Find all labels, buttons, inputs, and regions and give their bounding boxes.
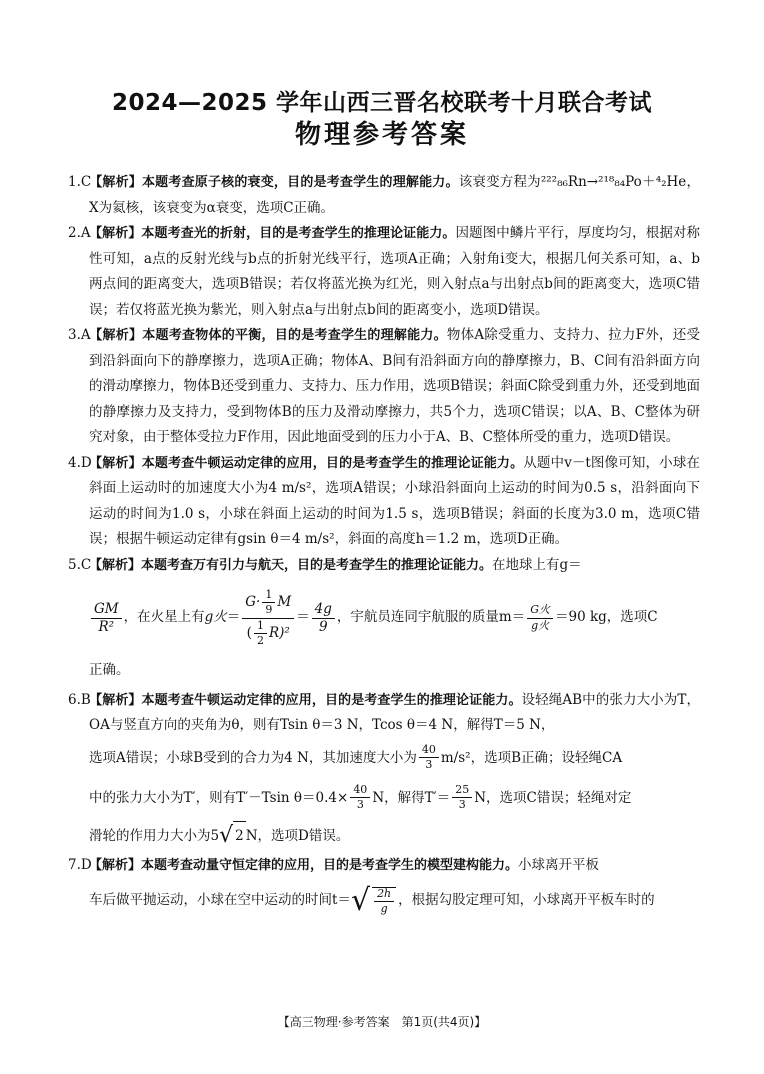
fraction: $\frac{40}{3}$ [419, 744, 439, 771]
formula-line: $\frac{GM}{\text{R²}}$ ，在火星上有 g火 ＝ G· $\frac{1}{9}$ M ( $\frac{1}{2}$ R)² ＝ $\frac{4g}{9}$ ，宇航员连同宇航服的质量m＝ $\frac{\text{G火}}{\text{g火}}$ ＝90 kg，选项C [89, 578, 700, 658]
answer-number: 2.A [68, 225, 91, 241]
answer-number: 4.D [68, 454, 92, 471]
answer-item [68, 170, 700, 221]
analysis-heading: 【解析】本题考查光的折射，目的是考查学生的推理论证能力。 [89, 226, 456, 241]
answer-number: 1.C [68, 174, 92, 190]
answer-text: 从题中v－t图像可知，小球在斜面上运动时的加速度大小为4 m/s²，选项A错误；小球沿斜面向上运动的时间为0.5 s，沿斜面向下运动的时间为1.0 s，小球在斜面上运动的时间为1.5 s，选项B错误；斜面的长度为3.0 m，选项C错误；根据牛顿运动定律有gsin θ＝4 m/s²，斜面的高度h＝1.2 m，选项D正确。 [89, 454, 700, 547]
answer-list [68, 170, 700, 924]
answer-item [68, 553, 700, 684]
exam-title: 2024—2025 学年山西三晋名校联考十月联合考试 [111, 90, 653, 116]
analysis-heading: 【解析】本题考查万有引力与航天，目的是考查学生的推理论证能力。 [89, 557, 493, 573]
answer-text: 该衰变方程为²²²₈₆Rn→²¹⁸₈₄Po＋⁴₂He，X为氦核，该衰变为α衰变，选项C正确。 [89, 174, 700, 216]
answer-number: 5.C [68, 556, 92, 573]
square-root: √ 2 [219, 821, 246, 850]
analysis-heading: 【解析】本题考查物体的平衡，目的是考查学生的理解能力。 [89, 328, 447, 343]
fraction: G· $\frac{1}{9}$ M ( $\frac{1}{2}$ R)² [242, 589, 294, 646]
answer-text: 在地球上有g＝ [492, 556, 582, 573]
fraction: $\frac{\text{G火}}{\text{g火}}$ [527, 604, 553, 631]
answer-text: 设轻绳AB中的张力大小为T，OA与竖直方向的夹角为θ，则有Tsin θ＝3 N，Tcos θ＝4 N，解得T＝5 N， [89, 691, 700, 733]
answer-number: 3.A [68, 327, 91, 343]
answer-text: 因题图中鳞片平行，厚度均匀，根据对称性可知，a点的反射光线与b点的折射光线平行，选项A正确；入射角i变大，根据几何关系可知，a、b两点间的距离变大，选项B错误；若仅将蓝光换为红光，则入射点a与出射点b间的距离变大，选项C错误；若仅将蓝光换为紫光，则入射点a与出射点b间的距离变小，选项D错误。 [89, 225, 700, 318]
analysis-heading: 【解析】本题考查牛顿运动定律的应用，目的是考查学生的推理论证能力。 [89, 455, 524, 471]
answer-text: 小球离开平板 [518, 856, 600, 873]
square-root: √ $\frac{2h}{g}$ [351, 886, 398, 916]
answer-item [68, 451, 700, 553]
answer-number: 6.B [68, 691, 91, 708]
answer-item: 7.D【解析】本题考查动量守恒定律的应用，目的是考查学生的模型建构能力。小球离开平板 车后做平抛运动，小球在空中运动的时间t＝ √ $\frac{2h}{g}$ ，根据勾股定理可知，小球离开平板车时的 [68, 853, 700, 925]
answer-text: 正确。 [89, 662, 130, 678]
answer-item [68, 323, 700, 451]
answer-number: 7.D [68, 856, 92, 873]
answer-item: 6.B【解析】本题考查牛顿运动定律的应用，目的是考查学生的推理论证能力。设轻绳AB中的张力大小为T，OA与竖直方向的夹角为θ，则有Tsin θ＝3 N，Tcos θ＝4 N，解得T＝5 N， 选项A错误；小球B受到的合力为4 N，其加速度大小为 $\frac{40}{3}$ m/s²，选项B正确；设轻绳CA 中的张力大小为T′，则有T′－Tsin θ＝0.4× $\frac{40}{3}$ N，解得T′＝ $\frac{25}{3}$ N，选项C错误；轻绳对定 滑轮的作用力大小为5 √ 2 N，选项D错误。 [68, 688, 700, 853]
analysis-heading: 【解析】本题考查原子核的衰变，目的是考查学生的理解能力。 [89, 175, 459, 190]
analysis-heading: 【解析】本题考查牛顿运动定律的应用，目的是考查学生的推理论证能力。 [89, 692, 522, 708]
answer-item [68, 221, 700, 323]
fraction: $\frac{GM}{\text{R²}}$ [91, 602, 122, 635]
fraction: $\frac{4g}{9}$ [312, 602, 335, 635]
fraction: $\frac{25}{3}$ [452, 784, 472, 811]
answer-subtitle: 物理参考答案 [294, 120, 469, 150]
fraction: $\frac{40}{3}$ [350, 784, 370, 811]
page-footer: 【高三物理·参考答案 第1页(共4页)】 [277, 1015, 487, 1029]
answer-text: 物体A除受重力、支持力、拉力F外，还受到沿斜面向下的静摩擦力，选项A正确；物体A、B间有沿斜面方向的静摩擦力，B、C间有沿斜面方向的滑动摩擦力，物体B还受到重力、支持力、压力作用，选项B错误；斜面C除受到重力外，还受到地面的静摩擦力及支持力，受到物体B的压力及滑动摩擦力，共5个力，选项C错误；以A、B、C整体为研究对象，由于整体受拉力F作用，因此地面受到的压力小于A、B、C整体所受的重力，选项D错误。 [89, 327, 700, 445]
analysis-heading: 【解析】本题考查动量守恒定律的应用，目的是考查学生的模型建构能力。 [89, 857, 519, 873]
